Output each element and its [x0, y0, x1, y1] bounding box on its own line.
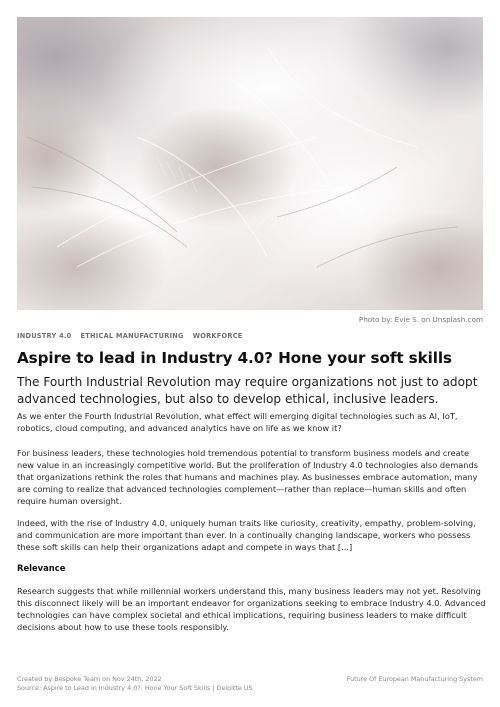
feathers-photo: [17, 17, 483, 310]
hero-image: [17, 17, 483, 310]
tag-workforce[interactable]: WORKFORCE: [192, 332, 243, 340]
article-paragraph-2: For business leaders, these technologies hold tremendous potential to transform business models and create new value in an increasingly competitive world. But the proliferation of Industry 4.0 technologies also demands that organizations rethink the roles that humans and machines play. As businesses embrace automation, many are coming to realize that advanced technologies complement—rather than replace—human skills and often require human oversight.: [17, 448, 479, 507]
section-heading-relevance: Relevance: [17, 563, 66, 573]
photo-credit: Photo by: Evie S. on Unsplash.com: [358, 315, 483, 324]
tag-ethical-manufacturing[interactable]: ETHICAL MANUFACTURING: [80, 332, 184, 340]
footer-collection: Future Of European Manufacturing System: [346, 675, 483, 683]
tag-industry-4-0[interactable]: INDUSTRY 4.0: [17, 332, 72, 340]
footer-meta: [17, 675, 253, 693]
footer-source: Source: Aspire to Lead in Industry 4.0?: Hone Your Soft Skills | Deloitte US: [17, 684, 253, 692]
article-title: Aspire to lead in Industry 4.0? Hone your soft skills: [17, 349, 452, 367]
article-paragraph-1: As we enter the Fourth Industrial Revolution, what effect will emerging digital technologies such as AI, IoT, robotics, cloud computing, and advanced analytics have on life as we know it?: [17, 411, 458, 434]
article-paragraph-3: Indeed, with the rise of Industry 4.0, uniquely human traits like curiosity, creativity, empathy, problem-solving, and communication are more important than ever. In a continually changing landscape, workers who possess these soft skills can help their organizations adapt and compete in ways that [...]: [17, 518, 476, 553]
tag-list: [17, 332, 243, 340]
footer-created: Created by Bespoke Team on Nov 24th, 2022: [17, 675, 162, 683]
article-subtitle: The Fourth Industrial Revolution may require organizations not just to adopt advanced technologies, but also to develop ethical, inclusive leaders.: [17, 375, 478, 406]
relevance-paragraph: Research suggests that while millennial workers understand this, many business leaders may not yet. Resolving this disconnect likely will be an important endeavor for organizations seeking to embrace Industry 4.0. Advanced technologies can have complex societal and ethical implications, requiring business leaders to make difficult decisions about how to use these tools responsibly.: [17, 586, 486, 633]
